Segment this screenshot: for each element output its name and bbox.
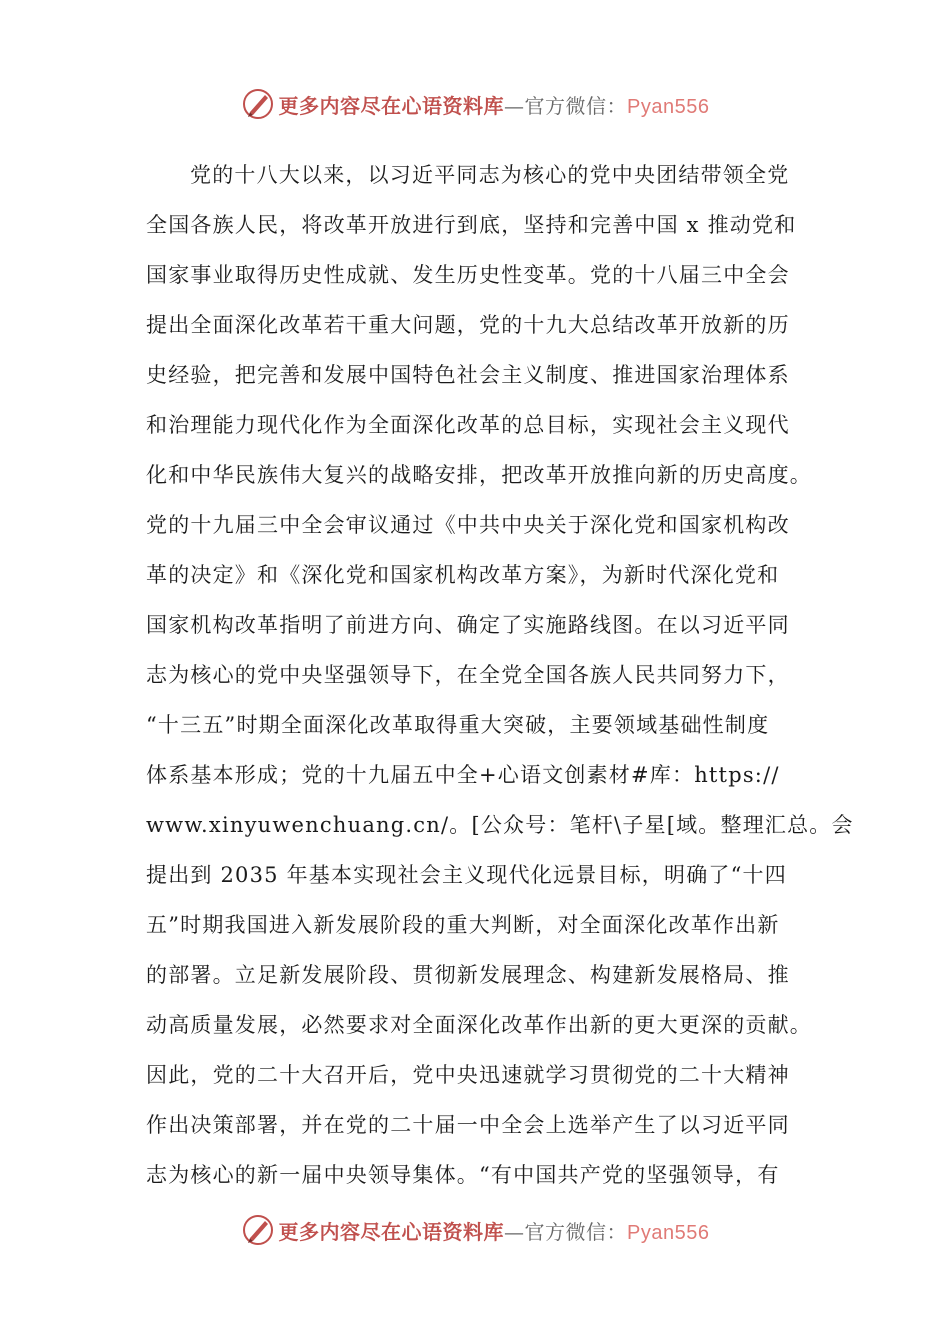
body-line: 体系基本形成；党的十九届五中全+心语文创素材#库：https:// <box>146 763 780 787</box>
body-line: 国家机构改革指明了前进方向、确定了实施路线图。在以习近平同 <box>146 613 790 637</box>
body-line: 史经验，把完善和发展中国特色社会主义制度、推进国家治理体系 <box>146 363 790 387</box>
header-brand: 更多内容尽在心语资料库 <box>278 93 505 118</box>
header-banner <box>0 84 950 124</box>
pen-logo-icon <box>241 87 275 121</box>
body-line: 革的决定》和《深化党和国家机构改革方案》，为新时代深化党和 <box>146 563 780 587</box>
body-line: 提出全面深化改革若干重大问题，党的十九大总结改革开放新的历 <box>146 313 790 337</box>
footer-banner <box>0 1210 950 1250</box>
body-line: 志为核心的党中央坚强领导下，在全党全国各族人民共同努力下， <box>146 663 790 687</box>
footer-wechat-label: 官方微信： <box>524 1219 628 1244</box>
header-text <box>279 90 710 119</box>
body-line: 志为核心的新一届中央领导集体。“有中国共产党的坚强领导，有 <box>146 1163 780 1187</box>
body-line: 提出到 2035 年基本实现社会主义现代化远景目标，明确了“十四 <box>146 863 787 887</box>
body-line: 五”时期我国进入新发展阶段的重大判断，对全面深化改革作出新 <box>146 913 780 937</box>
header-separator: — <box>504 93 525 118</box>
body-line: 动高质量发展，必然要求对全面深化改革作出新的更大更深的贡献。 <box>146 1013 812 1037</box>
body-line: 化和中华民族伟大复兴的战略安排，把改革开放推向新的历史高度。 <box>146 463 812 487</box>
document-body <box>146 150 854 1200</box>
footer-separator: — <box>504 1219 525 1244</box>
footer-brand: 更多内容尽在心语资料库 <box>278 1219 505 1244</box>
body-line: 的部署。立足新发展阶段、贯彻新发展理念、构建新发展格局、推 <box>146 963 790 987</box>
body-line: www.xinyuwenchuang.cn/。[公众号：笔杆\子星[域。整理汇总。会 <box>146 813 854 837</box>
body-line: 因此，党的二十大召开后，党中央迅速就学习贯彻党的二十大精神 <box>146 1063 790 1087</box>
footer-wechat-id: Pyan556 <box>627 1221 710 1244</box>
body-line: 全国各族人民，将改革开放进行到底，坚持和完善中国 x 推动党和 <box>146 213 797 237</box>
body-line: 国家事业取得历史性成就、发生历史性变革。党的十八届三中全会 <box>146 263 790 287</box>
body-line: 作出决策部署，并在党的二十届一中全会上选举产生了以习近平同 <box>146 1113 790 1137</box>
body-line: “十三五”时期全面深化改革取得重大突破，主要领域基础性制度 <box>146 713 770 737</box>
footer-text <box>279 1216 710 1245</box>
body-line: 和治理能力现代化作为全面深化改革的总目标，实现社会主义现代 <box>146 413 790 437</box>
pen-logo-icon <box>241 1213 275 1247</box>
body-line: 党的十八大以来，以习近平同志为核心的党中央团结带领全党 <box>190 163 790 187</box>
body-line: 党的十九届三中全会审议通过《中共中央关于深化党和国家机构改 <box>146 513 790 537</box>
header-wechat-id: Pyan556 <box>627 95 710 118</box>
header-wechat-label: 官方微信： <box>524 93 628 118</box>
